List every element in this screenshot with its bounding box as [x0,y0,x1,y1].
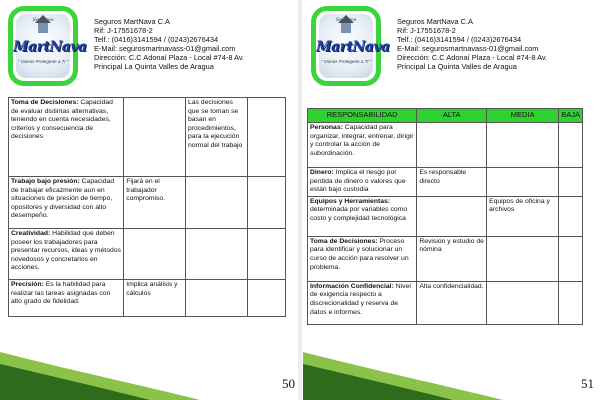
media-cell [487,281,559,324]
responsibility-text: Capacidad para organizar, integrar, entrenar, dirigir y controlar la acción de subordinación. [310,124,414,157]
swoosh-dark [0,364,150,400]
table-row [308,123,583,168]
competency-table [8,97,286,317]
logo-top-text: Seguros [32,17,54,23]
company-email: E-Mail: segurosmartnavass-01@gmail.com [94,44,236,53]
alta-cell [417,123,487,168]
company-info [397,17,547,71]
table-cell [185,280,247,317]
logo-name: MartNava [13,39,87,55]
company-email: E-Mail: segurosmartnavass-01@gmail.com [397,44,539,53]
alta-cell: Es responsable directo [417,168,487,197]
page-number: 50 [282,376,295,391]
media-cell [487,236,559,281]
page-left [0,0,297,400]
house-roof-icon [338,15,354,23]
responsibility-title: Dinero: [310,169,334,176]
page-number: 51 [581,376,594,391]
competency-title: Trabajo bajo presión: [11,178,80,185]
house-icon [341,23,351,33]
baja-cell [559,281,583,324]
competency-text: Habilidad que deben poseer los trabajadores para presentar recursos, ideas y métodos novedosos y concretarlos en acciones. [11,230,121,272]
company-info [94,17,244,71]
table-cell [248,229,286,280]
table-header-row [308,109,583,123]
table-cell [185,177,247,229]
table-row [308,281,583,324]
logo-slogan: " Vamos Protegerte a Ti " [320,59,372,64]
company-name: Seguros MartNava C.A [397,17,473,26]
logo-name: MartNava [316,39,390,55]
table-cell [248,280,286,317]
footer-swoosh [303,330,600,400]
table-row [308,236,583,281]
responsibility-title: Personas: [310,124,343,131]
header-media: MEDIA [487,109,559,123]
swoosh-dark [303,364,453,400]
responsibility-table [307,108,583,325]
table-cell [248,177,286,229]
header-baja: BAJA [559,109,583,123]
table-cell [124,229,186,280]
media-cell: Equipos de oficina y archivos [487,196,559,236]
responsibility-text: determinada por variables como costo y complejidad tecnológica [310,206,408,222]
house-icon [38,23,48,33]
table-row [308,168,583,197]
alta-cell [417,196,487,236]
responsibility-cell [308,168,417,197]
competency-title: Toma de Decisiones: [11,99,79,106]
baja-cell [559,123,583,168]
competency-title: Creatividad: [11,230,51,237]
competency-title: Precisión: [11,281,44,288]
alta-cell: Revisión y estudio de nómina [417,236,487,281]
competency-text: Es la habilidad para realizar las tareas asignadas con alto grado de fidelidad. [11,281,111,306]
company-rif: Rif: J-17551678-2 [397,26,456,35]
baja-cell [559,236,583,281]
responsibility-text: Implica el riesgo por perdida de dinero o valores que están bajo custodia [310,169,406,194]
competency-text: Capacidad de evaluar distintas alternativas, teniendo en cuenta necesidades, criterios y consecuencia de decisiones [11,99,113,141]
table-row [9,177,286,229]
responsibility-title: Información Confidencial: [310,282,394,290]
competency-cell [9,98,124,177]
company-address: Dirección: C.C Adonaí Plaza - Local #74-8 Av. [94,53,245,62]
competency-cell [9,229,124,280]
table-row [9,98,286,177]
competency-cell [9,177,124,229]
baja-cell [559,196,583,236]
responsibility-text: Proceso para identificar y solucionar un curso de acción para resolver un problema. [310,237,409,271]
page-divider [298,0,302,400]
table-cell [185,229,247,280]
competency-cell [9,280,124,317]
company-address-2: Principal La Quinta Valles de Aragua [397,62,517,71]
responsibility-text: Nivel de exigencia respecto a discrecionalidad y reserva de datos e informes. [310,282,411,316]
company-name: Seguros MartNava C.A [94,17,170,26]
header-alta: ALTA [417,109,487,123]
page-right [303,0,600,400]
table-cell: Fijará en el trabajador compromiso. [124,177,186,229]
company-phone: Telf.: (0416)3141594 / (0243)2676434 [94,35,219,44]
company-logo [311,6,390,86]
responsibility-cell [308,281,417,324]
table-row [9,229,286,280]
responsibility-title: Equipos y Herramientas: [310,197,391,205]
company-logo [8,6,87,86]
table-row [308,196,583,236]
media-cell [487,168,559,197]
table-cell [248,98,286,177]
house-roof-icon [35,15,51,23]
alta-cell: Alta confidencialidad. [417,281,487,324]
responsibility-cell [308,196,417,236]
table-row [9,280,286,317]
table-cell: Implica análisis y cálculos [124,280,186,317]
competency-text: Capacidad de trabajar eficazmente aun en situaciones de presión de tiempo, opositores y diversidad con alto desempeño. [11,178,115,220]
baja-cell [559,168,583,197]
company-address-2: Principal La Quinta Valles de Aragua [94,62,214,71]
company-phone: Telf.: (0416)3141594 / (0243)2676434 [397,35,522,44]
logo-slogan: " Vamos Protegerte a Ti " [17,59,69,64]
responsibility-cell [308,123,417,168]
company-rif: Rif: J-17551678-2 [94,26,153,35]
responsibility-cell [308,236,417,281]
company-address: Dirección: C.C Adonaí Plaza - Local #74-8 Av. [397,53,548,62]
logo-top-text: Seguros [335,17,357,23]
responsibility-title: Toma de Decisiones: [310,237,378,245]
media-cell [487,123,559,168]
table-cell: Las decisiones que se toman se basan en procedimientos, para la ejecución normal del trabajo [185,98,247,177]
table-cell [124,98,186,177]
header-responsabilidad: RESPONSABILIDAD [308,109,417,123]
footer-swoosh [0,330,297,400]
